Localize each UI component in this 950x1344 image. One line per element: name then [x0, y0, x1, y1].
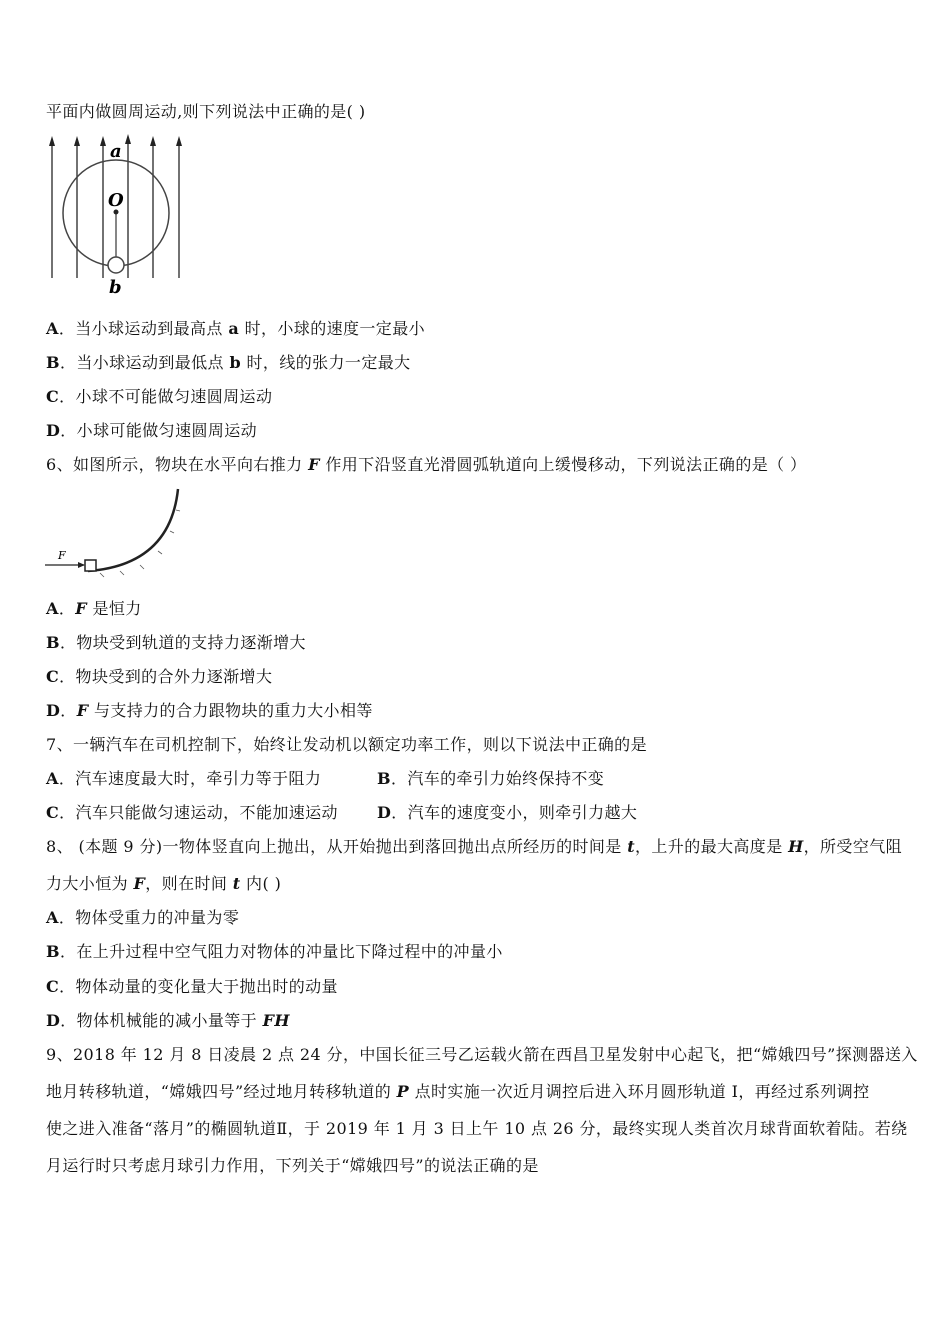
option-column-2 [377, 769, 604, 789]
text-segment: A [46, 319, 59, 338]
label-b: b [109, 277, 122, 298]
label-f: F [58, 549, 66, 562]
text-line [46, 599, 142, 619]
text-segment: F [308, 455, 320, 474]
text-segment: ．小球不可能做匀速圆周运动 [59, 387, 273, 406]
text-segment: ．汽车的牵引力始终保持不变 [390, 769, 605, 788]
text-segment: B [46, 942, 60, 961]
text-segment: 8、 (本题 9 分)一物体竖直向上抛出，从开始抛出到落回抛出点所经历的时间是 [46, 837, 628, 856]
text-line [46, 319, 425, 339]
text-segment: ．物体机械能的减小量等于 [60, 1011, 263, 1030]
text-line [46, 701, 373, 721]
text-segment: B [377, 769, 391, 788]
label-o: O [108, 190, 124, 211]
text-segment: ．物体受重力的冲量为零 [58, 908, 240, 927]
text-segment: 6、如图所示，物块在水平向右推力 [46, 455, 309, 474]
text-segment: 是恒力 [87, 599, 142, 618]
text-line [46, 837, 902, 857]
text-segment: H [788, 837, 804, 856]
text-segment: 内( ) [240, 874, 282, 893]
text-segment: 与支持力的合力跟物块的重力大小相等 [88, 701, 373, 720]
text-segment: 7、一辆汽车在司机控制下，始终让发动机以额定功率工作，则以下说法中正确的是 [46, 735, 647, 754]
text-segment: D [377, 803, 392, 822]
text-segment: ，所受空气阻 [803, 837, 903, 856]
text-line [46, 421, 257, 441]
text-segment: F [133, 874, 146, 893]
text-segment: FH [262, 1011, 290, 1030]
text-line [46, 633, 306, 653]
text-line [46, 102, 365, 122]
text-line [46, 1156, 539, 1176]
text-segment: ．汽车的速度变小，则牵引力越大 [391, 803, 638, 822]
text-segment: 9、2018 年 12 月 8 日凌晨 2 点 24 分，中国长征三号乙运载火箭在西昌卫星发射中心起飞，把“嫦娥四号”探测器送入 [46, 1045, 918, 1064]
block [85, 560, 96, 571]
text-segment: ．物体动量的变化量大于抛出时的动量 [59, 977, 338, 996]
ball [108, 257, 124, 273]
text-segment: ． [60, 701, 77, 720]
text-segment: 时，小球的速度一定最小 [239, 319, 425, 338]
text-segment: ． [58, 599, 76, 618]
text-line [46, 803, 638, 823]
text-segment: ，则在时间 [145, 874, 233, 893]
text-segment: ．当小球运动到最低点 [59, 353, 230, 372]
text-line [46, 1082, 870, 1102]
text-line [46, 735, 647, 755]
arc-track-figure [40, 485, 190, 580]
arc-track [88, 489, 178, 571]
text-segment: ．当小球运动到最高点 [58, 319, 229, 338]
text-line [46, 977, 338, 997]
text-segment: t [627, 837, 635, 856]
text-segment: D [46, 421, 61, 440]
text-segment: 时，线的张力一定最大 [241, 353, 411, 372]
text-segment: 作用下沿竖直光滑圆弧轨道向上缓慢移动，下列说法正确的是（ ） [319, 455, 807, 474]
text-segment: A [46, 908, 59, 927]
text-line [46, 942, 503, 962]
text-line [46, 1011, 290, 1031]
text-segment: 点时实施一次近月调控后进入环月圆形轨道 I，再经过系列调控 [409, 1082, 870, 1101]
text-segment: 平面内做圆周运动,则下列说法中正确的是( ) [46, 102, 366, 121]
text-line [46, 353, 411, 373]
circular-motion-figure [40, 130, 190, 300]
label-a: a [110, 141, 122, 162]
text-segment: ．汽车只能做匀速运动，不能加速运动 [59, 803, 338, 822]
text-segment: C [46, 803, 60, 822]
text-segment: t [232, 874, 241, 893]
text-segment: 力大小恒为 [46, 874, 134, 893]
text-line [46, 667, 272, 687]
text-segment: ．物块受到的合外力逐渐增大 [59, 667, 273, 686]
option-column-2 [377, 803, 637, 823]
text-line [46, 1119, 908, 1139]
text-segment: A [46, 769, 59, 788]
text-line [46, 908, 239, 928]
text-segment: ．在上升过程中空气阻力对物体的冲量比下降过程中的冲量小 [59, 942, 503, 961]
text-line [46, 1045, 918, 1065]
text-segment: 使之进入准备“落月”的椭圆轨道Ⅱ，于 2019 年 1 月 3 日上午 10 点 26 分，最终实现人类首次月球背面软着陆。若绕 [46, 1119, 908, 1138]
text-line [46, 874, 281, 894]
text-line [46, 455, 806, 475]
text-line [46, 387, 272, 407]
text-segment: B [46, 353, 60, 372]
text-segment: A [46, 599, 59, 618]
text-segment: C [46, 977, 60, 996]
text-segment: ，上升的最大高度是 [635, 837, 789, 856]
text-segment: ．物块受到轨道的支持力逐渐增大 [59, 633, 306, 652]
text-segment: ．汽车速度最大时，牵引力等于阻力 [58, 769, 322, 788]
text-segment: F [75, 599, 87, 618]
text-segment: D [46, 701, 61, 720]
text-segment: 月运行时只考虑月球引力作用，下列关于“嫦娥四号”的说法正确的是 [46, 1156, 539, 1175]
text-segment: F [76, 701, 89, 720]
text-line [46, 769, 605, 789]
text-segment: C [46, 387, 60, 406]
text-segment: B [46, 633, 60, 652]
text-segment: D [46, 1011, 61, 1030]
text-segment: ．小球可能做匀速圆周运动 [60, 421, 258, 440]
text-segment: a [228, 319, 240, 338]
text-segment: b [229, 353, 242, 372]
text-segment: 地月转移轨道，“嫦娥四号”经过地月转移轨道的 [46, 1082, 397, 1101]
text-segment: P [396, 1082, 410, 1101]
text-segment: C [46, 667, 60, 686]
